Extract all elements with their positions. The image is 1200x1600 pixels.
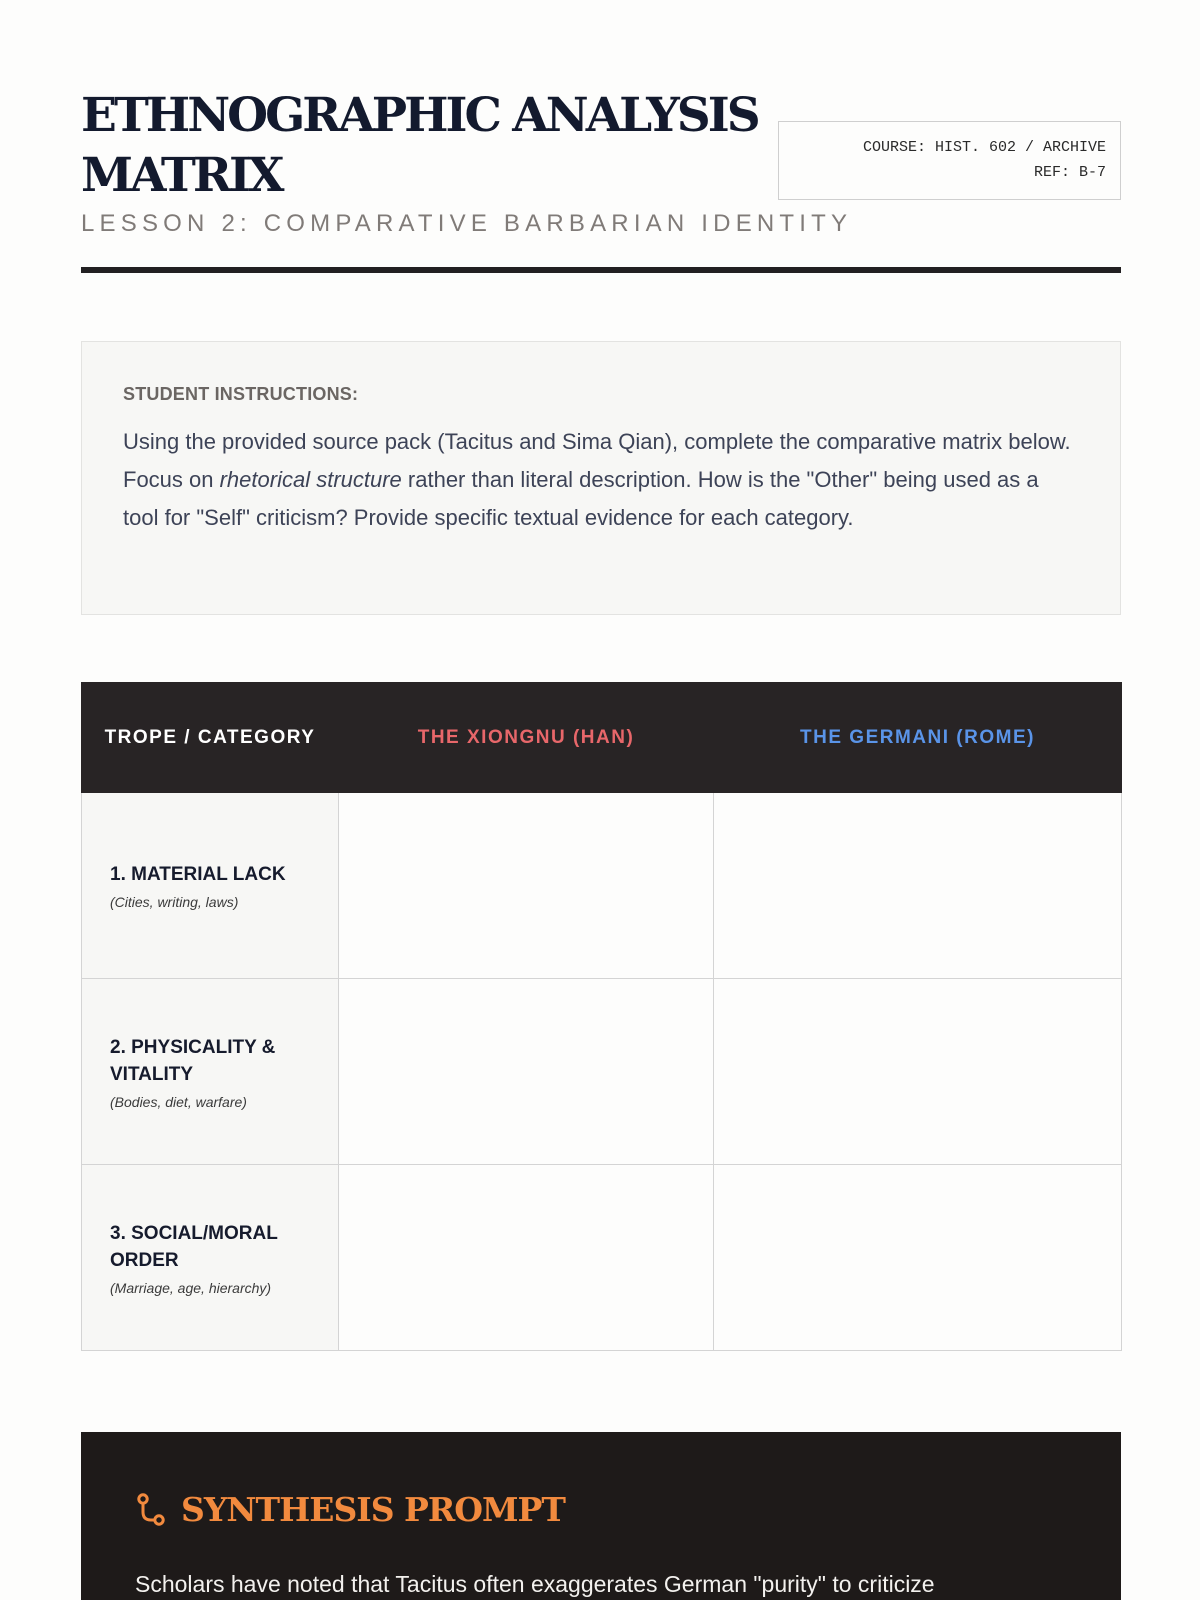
category-title: 1. MATERIAL LACK (110, 864, 286, 885)
category-subtitle: (Bodies, diet, warfare) (110, 1093, 247, 1110)
category-subtitle: (Cities, writing, laws) (110, 894, 239, 910)
synthesis-prompt-panel (81, 1432, 1121, 1600)
answer-cell-xiongnu-material-lack[interactable] (339, 793, 714, 979)
answer-cell-germani-social-order[interactable] (714, 1165, 1122, 1351)
instructions-emphasis: rhetorical structure (219, 467, 402, 492)
header-divider (81, 267, 1121, 273)
table-row (82, 1165, 1122, 1351)
answer-cell-germani-material-lack[interactable] (714, 793, 1122, 979)
instructions-text (123, 423, 1079, 537)
category-title: 3. SOCIAL/MORAL ORDER (110, 1222, 278, 1271)
page-header (81, 0, 1121, 276)
matrix-header-row (82, 683, 1122, 793)
answer-cell-germani-physicality[interactable] (714, 979, 1122, 1165)
synthesis-title: SYNTHESIS PROMPT (181, 1490, 565, 1529)
category-cell-social-moral-order (82, 1165, 339, 1351)
column-header-germani: THE GERMANI (ROME) (714, 683, 1122, 793)
route-icon (135, 1492, 167, 1528)
course-reference-line: COURSE: HIST. 602 / ARCHIVE (862, 139, 1106, 156)
synthesis-heading (135, 1490, 565, 1529)
lesson-subtitle: LESSON 2: COMPARATIVE BARBARIAN IDENTITY (81, 210, 853, 237)
table-row (82, 979, 1122, 1165)
worksheet-page (81, 0, 1121, 1597)
category-subtitle: (Marriage, age, hierarchy) (110, 1279, 272, 1296)
synthesis-text: Scholars have noted that Tacitus often exaggerates German "purity" to criticize (135, 1571, 935, 1597)
table-row (82, 793, 1122, 979)
instructions-label: STUDENT INSTRUCTIONS: (123, 384, 359, 404)
category-cell-material-lack (82, 793, 339, 979)
answer-cell-xiongnu-physicality[interactable] (339, 979, 714, 1165)
comparative-matrix-table (81, 682, 1122, 1351)
answer-cell-xiongnu-social-order[interactable] (339, 1165, 714, 1351)
instructions-text-end: rather than literal description. How is the "Other" being used as a tool for "Self" criticism? Provide specific textual evidence for each category. (123, 467, 1039, 530)
category-title: 2. PHYSICALITY & VITALITY (110, 1036, 276, 1085)
category-cell-physicality (82, 979, 339, 1165)
course-reference-box (778, 121, 1121, 200)
archive-reference-line: REF: B-7 (1033, 164, 1106, 181)
instructions-text-start: Using the provided source pack (Tacitus and Sima Qian), complete the comparative matrix below. Focus on (123, 429, 1071, 492)
student-instructions-panel (81, 341, 1121, 615)
column-header-trope: TROPE / CATEGORY (82, 683, 339, 793)
page-title: ETHNOGRAPHIC ANALYSIS MATRIX (81, 88, 758, 203)
column-header-xiongnu: THE XIONGNU (HAN) (339, 683, 714, 793)
